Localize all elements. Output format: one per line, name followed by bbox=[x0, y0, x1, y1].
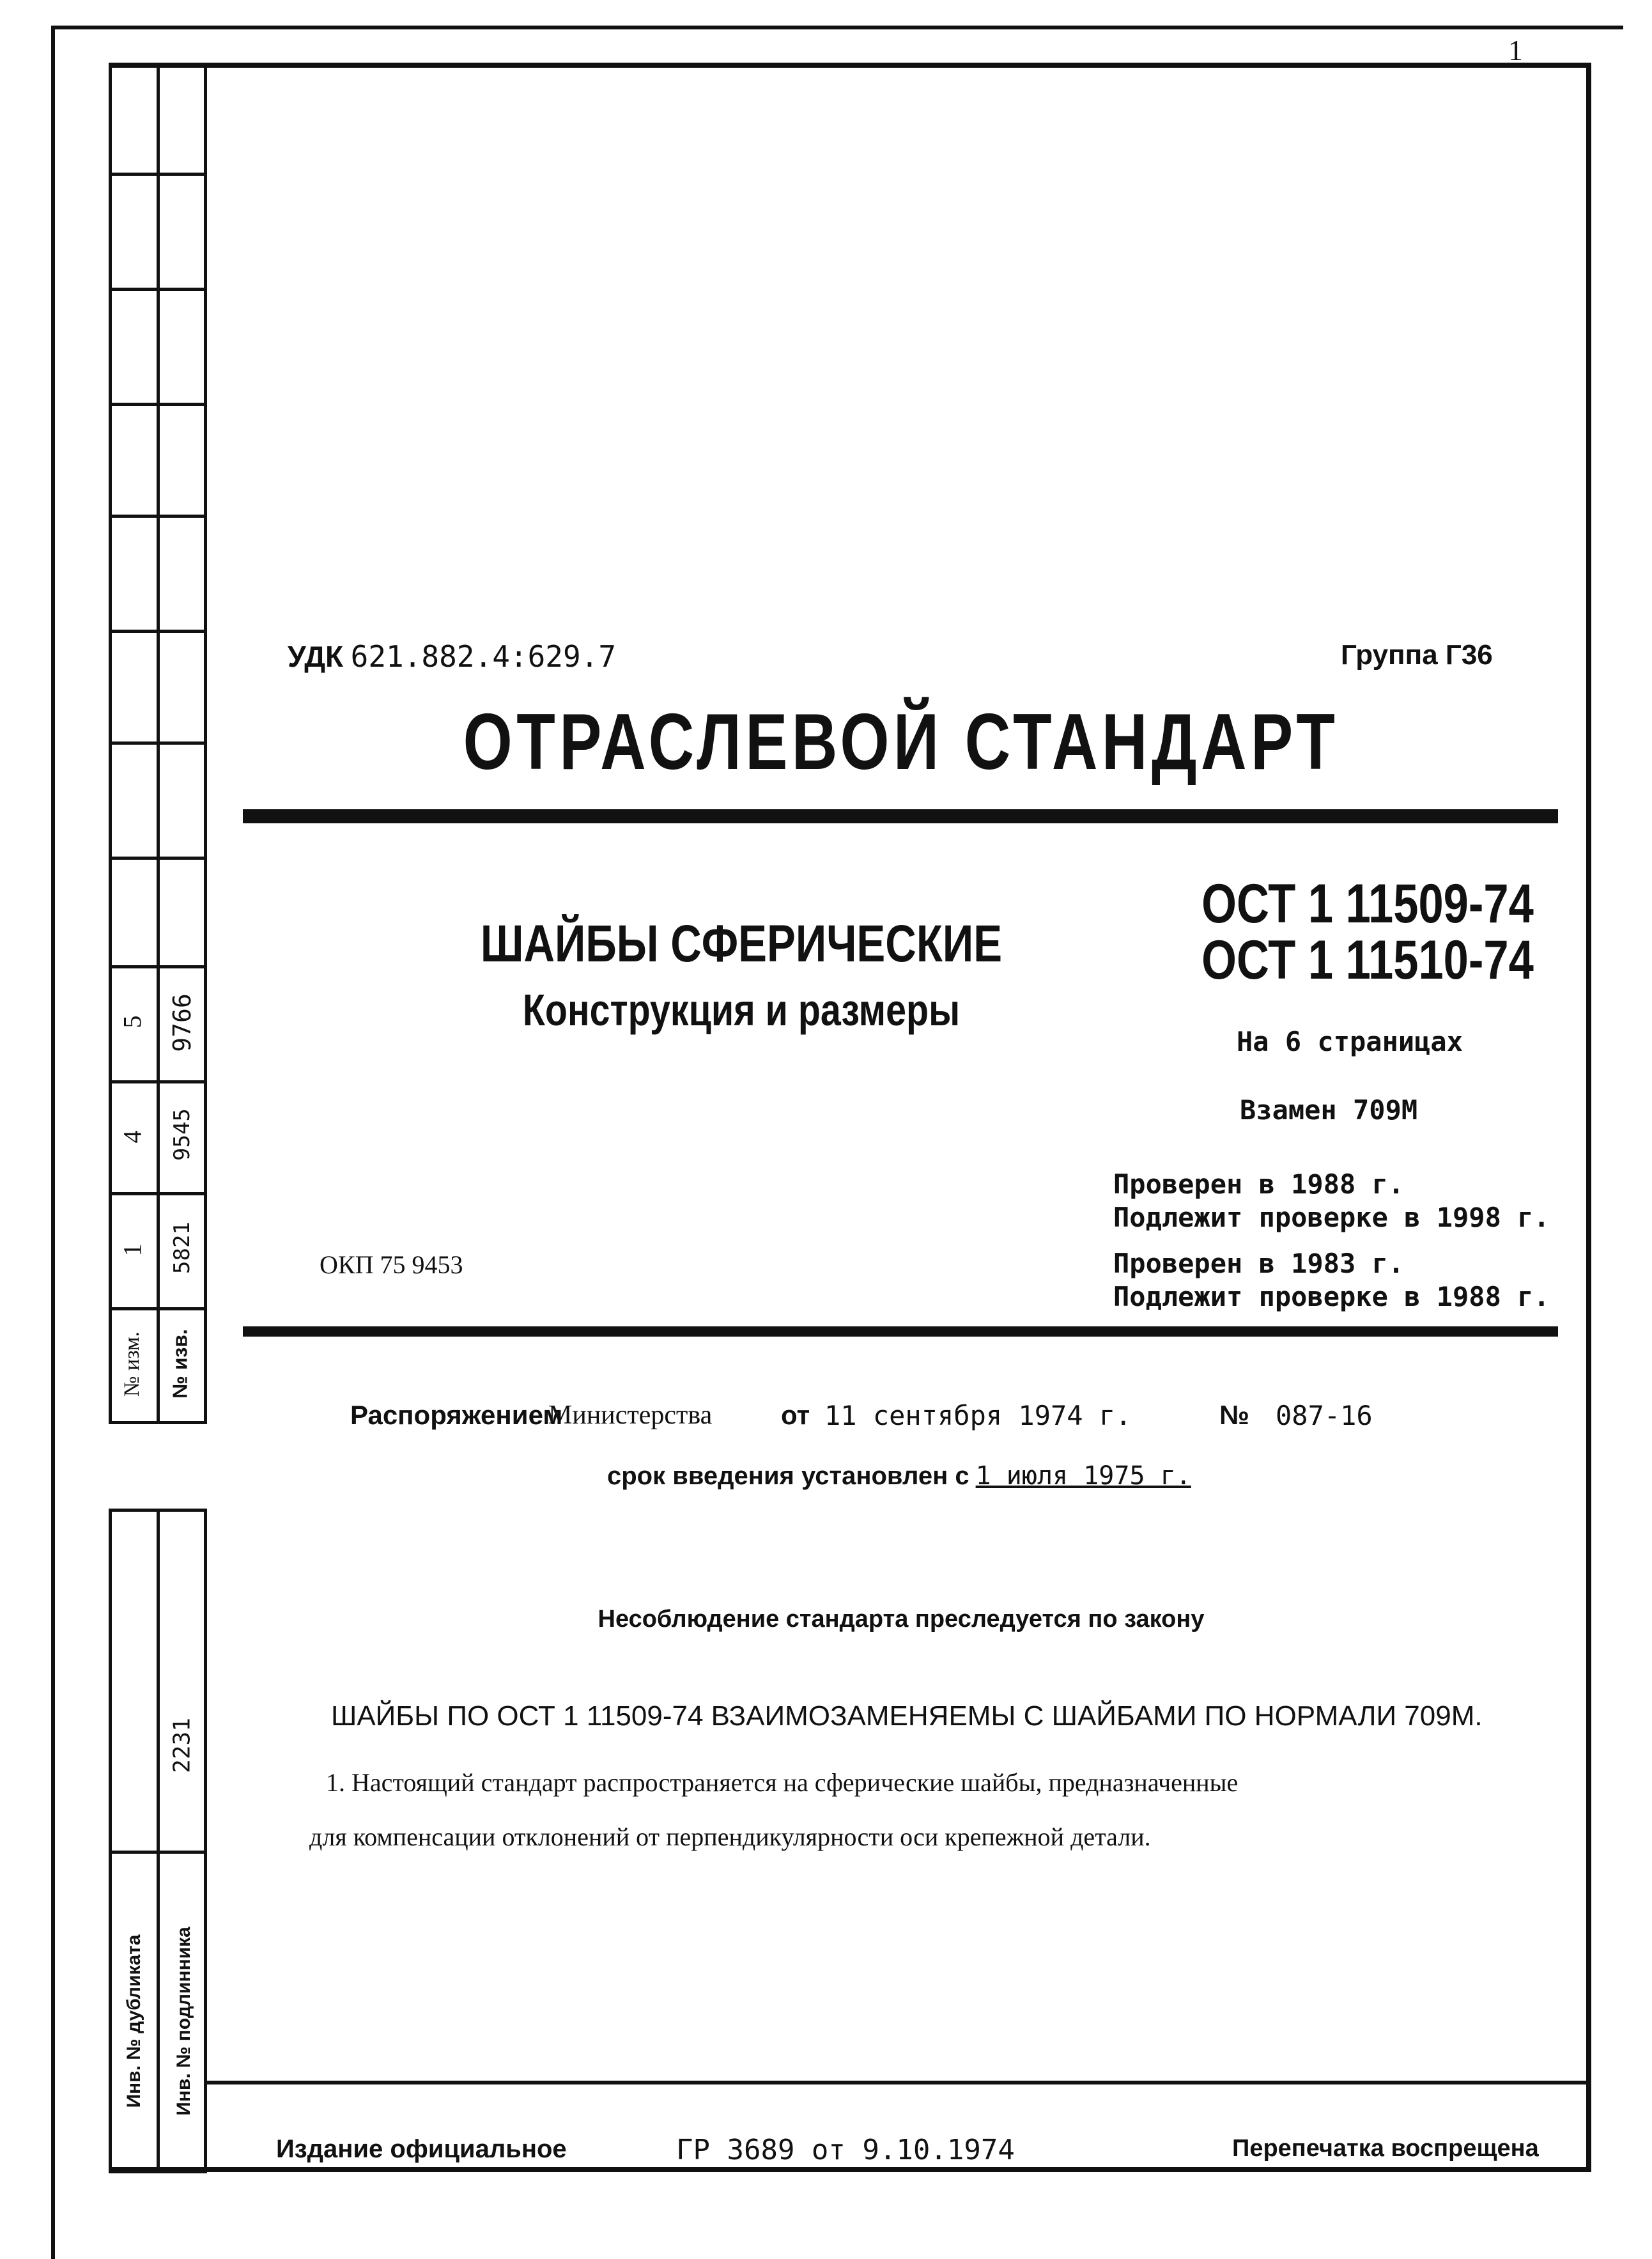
subject-subtitle: Конструкция и размеры bbox=[522, 985, 961, 1035]
effective-label: срок введения установлен с bbox=[607, 1462, 969, 1490]
margin-change-number: 1 bbox=[118, 1243, 147, 1257]
order-ministry: Министерства bbox=[548, 1401, 713, 1430]
margin-notice-label: № изв. bbox=[168, 1329, 192, 1399]
margin-row-line bbox=[109, 965, 207, 968]
next-check-date: Подлежит проверке в 1988 г. bbox=[1113, 1281, 1550, 1312]
margin-change-number: 4 bbox=[118, 1130, 147, 1144]
margin-original-label: Инв. № подлинника bbox=[173, 1927, 194, 2116]
footer-divider bbox=[205, 2081, 1590, 2084]
page-count: На 6 страницах bbox=[1237, 1026, 1463, 1057]
paragraph-1-line-1: 1. Настоящий стандарт распространяется на сферические шайбы, предназначенные bbox=[326, 1768, 1239, 1797]
margin-notice-number: 5821 bbox=[169, 1222, 195, 1274]
margin-row-line bbox=[109, 173, 207, 176]
footer-edition: Издание официальное bbox=[276, 2135, 567, 2163]
udk-code bbox=[288, 639, 616, 674]
effective-value: 1 июля 1975 г. bbox=[975, 1461, 1191, 1491]
standard-number: ОСТ 1 11510-74 bbox=[1201, 929, 1534, 991]
inner-frame-right-line bbox=[1586, 63, 1591, 2172]
margin-row-line bbox=[109, 1192, 207, 1195]
margin-inventory-number: 2231 bbox=[169, 1718, 196, 1773]
margin-change-label: № изм. bbox=[120, 1331, 144, 1397]
margin-row-line bbox=[109, 1080, 207, 1083]
margin-change-number: 5 bbox=[118, 1015, 147, 1029]
title-rule bbox=[243, 809, 1558, 823]
standard-numbers bbox=[1194, 873, 1540, 991]
footer-reprint-notice: Перепечатка воспрещена bbox=[1232, 2135, 1539, 2162]
effective-date bbox=[607, 1461, 1191, 1491]
replaces-norm: Взамен 709М bbox=[1240, 1094, 1418, 1126]
margin-row-line bbox=[109, 857, 207, 860]
interchange-note: ШАЙБЫ ПО ОСТ 1 11509-74 ВЗАИМОЗАМЕНЯЕМЫ С ШАЙБАМИ ПО НОРМАЛИ 709М. bbox=[331, 1700, 1483, 1732]
margin-notice-number: 9545 bbox=[169, 1108, 195, 1161]
margin-row-line bbox=[109, 515, 207, 518]
margin-row-line bbox=[109, 630, 207, 633]
footer-registration: ГР 3689 от 9.10.1974 bbox=[676, 2134, 1015, 2166]
page-number: 1 bbox=[1508, 34, 1523, 66]
order-number-label: № bbox=[1219, 1400, 1249, 1430]
group-code: Группа Г36 bbox=[1341, 639, 1493, 671]
margin-duplicate-label: Инв. № дубликата bbox=[123, 1934, 144, 2108]
margin-notice-number: 9766 bbox=[168, 993, 196, 1052]
check-date: Проверен в 1988 г. bbox=[1113, 1168, 1405, 1200]
inner-frame-top-line bbox=[109, 63, 1591, 68]
margin-table-divider bbox=[157, 1509, 160, 2173]
margin-row-line bbox=[109, 741, 207, 745]
outer-frame-top-line bbox=[51, 26, 1623, 29]
subject-title: ШАЙБЫ СФЕРИЧЕСКИЕ bbox=[480, 915, 1003, 973]
outer-frame-left-line bbox=[51, 26, 55, 2259]
udk-label: УДК bbox=[288, 640, 344, 673]
main-title: ОТРАСЛЕВОЙ СТАНДАРТ bbox=[463, 698, 1339, 786]
order-date-prefix: от bbox=[781, 1400, 810, 1430]
margin-row-line bbox=[109, 403, 207, 406]
order-prefix: Распоряжением bbox=[350, 1400, 563, 1430]
udk-value: 621.882.4:629.7 bbox=[350, 639, 617, 674]
okp-code: ОКП 75 9453 bbox=[320, 1250, 463, 1279]
order-number: 087-16 bbox=[1276, 1400, 1373, 1431]
margin-row-line bbox=[109, 288, 207, 291]
margin-row-line bbox=[109, 1307, 207, 1310]
margin-row-line bbox=[109, 1851, 207, 1854]
next-check-date: Подлежит проверке в 1998 г. bbox=[1113, 1202, 1550, 1233]
order-date: 11 сентября 1974 г. bbox=[824, 1400, 1132, 1431]
check-date: Проверен в 1983 г. bbox=[1113, 1248, 1405, 1279]
legal-warning: Несоблюдение стандарта преследуется по закону bbox=[598, 1606, 1205, 1633]
inner-frame-bottom-line bbox=[109, 2167, 1591, 2172]
standard-number: ОСТ 1 11509-74 bbox=[1201, 873, 1534, 935]
paragraph-1-line-2: для компенсации отклонений от перпендикулярности оси крепежной детали. bbox=[309, 1822, 1151, 1851]
header-bottom-rule bbox=[243, 1326, 1558, 1337]
